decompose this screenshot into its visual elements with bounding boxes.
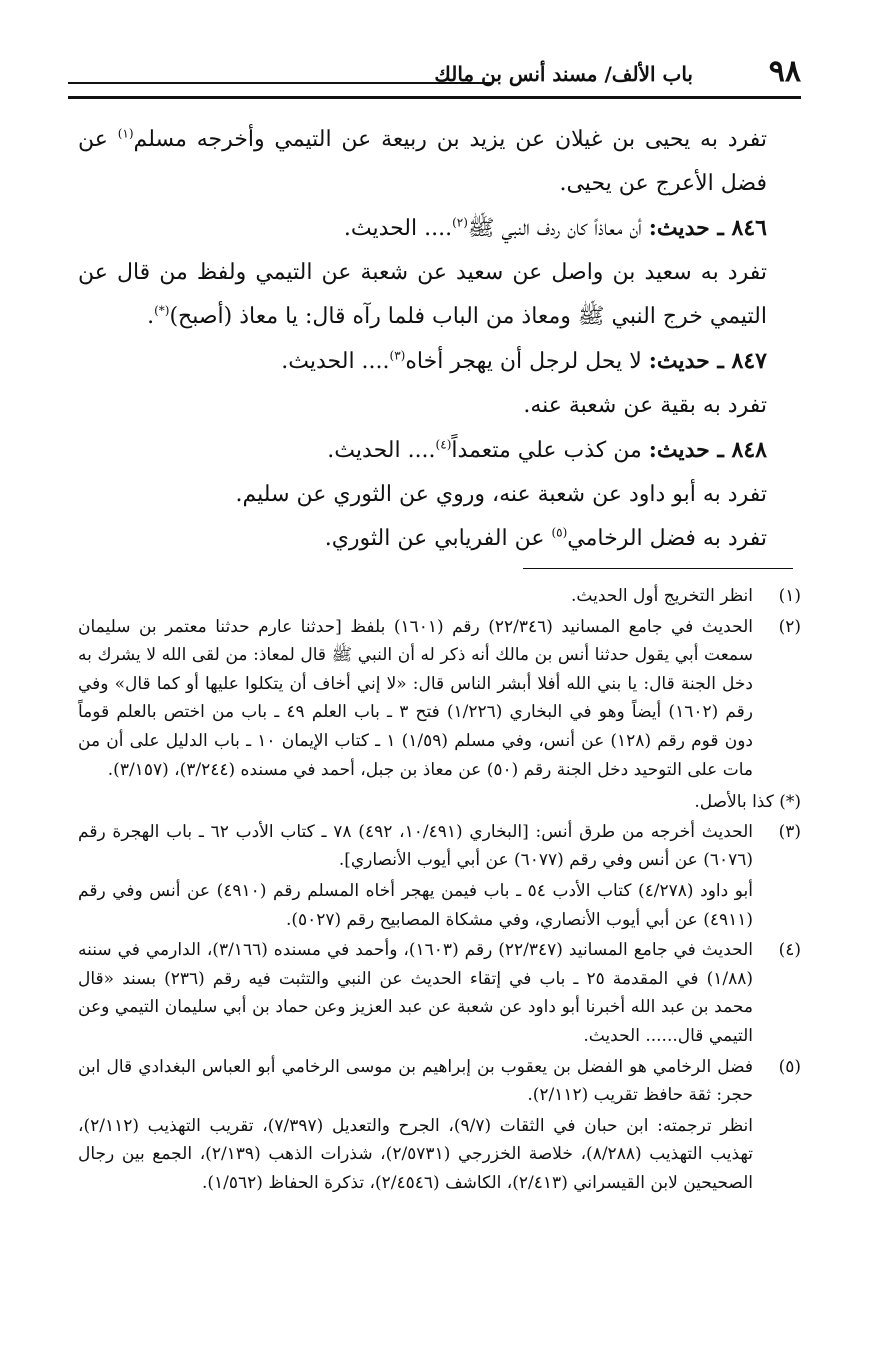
footnote-5 [78,1053,801,1198]
hadith-846 [78,206,801,251]
footnote-2 [78,613,801,785]
footnote-ref-1[interactable]: (١) [117,126,134,141]
hadith-846-number: ٨٤٦ ـ حديث: [648,215,767,241]
paragraph-3: تفرد به بقية عن شعبة عنه. [523,393,767,418]
header-rule [68,82,491,84]
hadith-848-number: ٨٤٨ ـ حديث: [648,437,767,463]
main-text [78,118,801,561]
paragraph-1 [78,118,801,206]
footnote-separator [523,568,793,569]
footnote-text: فضل الرخامي هو الفضل بن يعقوب بن إبراهيم بن موسى الرخامي أبو العباس البغدادي قال ابن حجر: ثقة حافظ تقريب (٢/١١٢). [78,1056,753,1106]
hadith-846-rest: .... الحديث. [343,216,453,241]
paragraph-5-rest: عن الفريابي عن الثوري. [324,526,552,551]
paragraph-1-rest: عن فضل الأعرج عن يحيى. [78,127,767,196]
hadith-847-rest: .... الحديث. [281,349,390,374]
paragraph-2-text: تفرد به سعيد بن واصل عن سعيد عن شعبة عن التيمي ولفظ من قال عن التيمي خرج النبي ﷺ ومعاذ من الباب فلما رآه قال: يا معاذ (أصبح) [78,260,767,329]
paragraph-1-text: تفرد به يحيى بن غيلان عن يزيد بن ربيعة عن التيمي وأخرجه مسلم [133,127,767,152]
footnote-number: (٢) [778,616,801,637]
hadith-848-text: من كذب علي متعمداً [451,438,649,463]
paragraph-5-text: تفرد به فضل الرخامي [567,526,767,551]
footnote-ref-3[interactable]: (٣) [389,348,406,363]
footnote-text: انظر التخريج أول الحديث. [571,586,753,606]
hadith-848 [78,428,801,473]
footnote-ref-5[interactable]: (٥) [551,525,568,540]
paragraph-5 [78,517,801,561]
paragraph-2-rest: . [147,304,155,329]
paragraph-2 [78,251,801,339]
hadith-847-text: لا يحل لرجل أن يهجر أخاه [405,349,649,374]
footnote-1 [78,582,801,611]
running-title: باب الألف/ مسند أنس بن مالك [434,62,693,86]
footnote-number: (١) [778,586,801,606]
footnote-text: الحديث في جامع المسانيد (٢٢/٣٤٦) رقم (١٦٠١) بلفظ [حدثنا عارم حدثنا معتمر بن سليمان سمعت أبي يقول حدثنا أنس بن مالك أنه ذكر له أن النبي ﷺ قال لمعاذ: من لقى الله لا يشرك به دخل الجنة قال: يا بني الله أفلا أبشر الناس قال: «لا إني أخاف أن يتكلوا عليها أو كما قال» وفي رقم (١٦٠٢) أيضاً وهو في البخاري (١/٢٢٦) فتح ٣ ـ باب العلم ٤٩ ـ باب من اختص بالعلم قوماً دون قوم رقم (١٢٨) عن أنس، وفي مسلم (١/٥٩) ١ ـ كتاب الإيمان ١٠ ـ باب الدليل على أن من مات على التوحيد دخل الجنة رقم (٥٠) عن معاذ بن جبل، أحمد في مسنده (٣/٢٤٤)، (٣/١٥٧). [78,616,754,780]
footnote-text-continued: أبو داود (٤/٢٧٨) كتاب الأدب ٥٤ ـ باب فيمن يهجر أخاه المسلم رقم (٤٩١٠) عن أنس وفي رقم (٤٩١١) عن أبي أيوب الأنصاري، وفي مشكاة المصابيح رقم (٥٠٢٧). [78,880,754,930]
hadith-847 [78,339,801,384]
footnote-ref-star[interactable]: (*) [154,303,170,318]
footnote-4 [78,936,801,1050]
footnote-text: الحديث في جامع المسانيد (٢٢/٣٤٧) رقم (١٦٠٣)، وأحمد في مسنده (٣/١٦٦)، الدارمي في سننه (١/٨٨) في المقدمة ٢٥ ـ باب في إتقاء الحديث عن النبي والتثبت فيه رقم (٢٣٦) بسند «قال محمد بن عبد الله أخبرنا أبو داود عن شعبة عن عبد العزيز وعن حماد بن أبي سليمان التيمي وعن التيمي قال...... الحديث. [78,940,753,1046]
footnote-star: (*) كذا بالأصل. [694,792,801,813]
hadith-848-rest: .... الحديث. [327,438,436,463]
footnote-text-continued: انظر ترجمته: ابن حبان في الثقات (٩/٧)، الجرح والتعديل (٧/٣٩٧)، تقريب التهذيب (٢/١١٢)، تهذيب التهذيب (٨/٢٨٨)، خلاصة الخزرجي (٢/٥٧٣١)، شذرات الذهب (٢/١٣٩)، الجمع بين رجال الصحيحين لابن القيسراني (٢/٤١٣)، الكاشف (٢/٤٥٤٦)، تذكرة الحفاظ (١/٥٦٢). [78,1115,753,1193]
hadith-847-number: ٨٤٧ ـ حديث: [648,348,767,374]
paragraph-4: تفرد به أبو داود عن شعبة عنه، وروي عن الثوري عن سليم. [235,482,767,507]
footnote-text: الحديث أخرجه من طرق أنس: [البخاري (١٠/٤٩١، ٤٩٢) ٧٨ ـ كتاب الأدب ٦٢ ـ باب الهجرة رقم (٦٠٧٦) عن أنس وفي رقم (٦٠٧٧) عن أبي أيوب الأنصاري]. [78,821,753,871]
footnote-3 [78,818,801,934]
page-header [68,52,801,99]
footnote-number: (٣) [778,821,801,842]
page-number: ٩٨ [768,54,801,89]
footnotes [78,582,801,1199]
footnote-ref-4[interactable]: (٤) [435,437,452,452]
footnote-ref-2[interactable]: (٢) [452,215,468,230]
hadith-846-text: أن معاذاً كان ردف النبي ﷺ [467,216,649,241]
footnote-number: (٤) [778,940,801,961]
footnote-number: (٥) [778,1056,801,1077]
